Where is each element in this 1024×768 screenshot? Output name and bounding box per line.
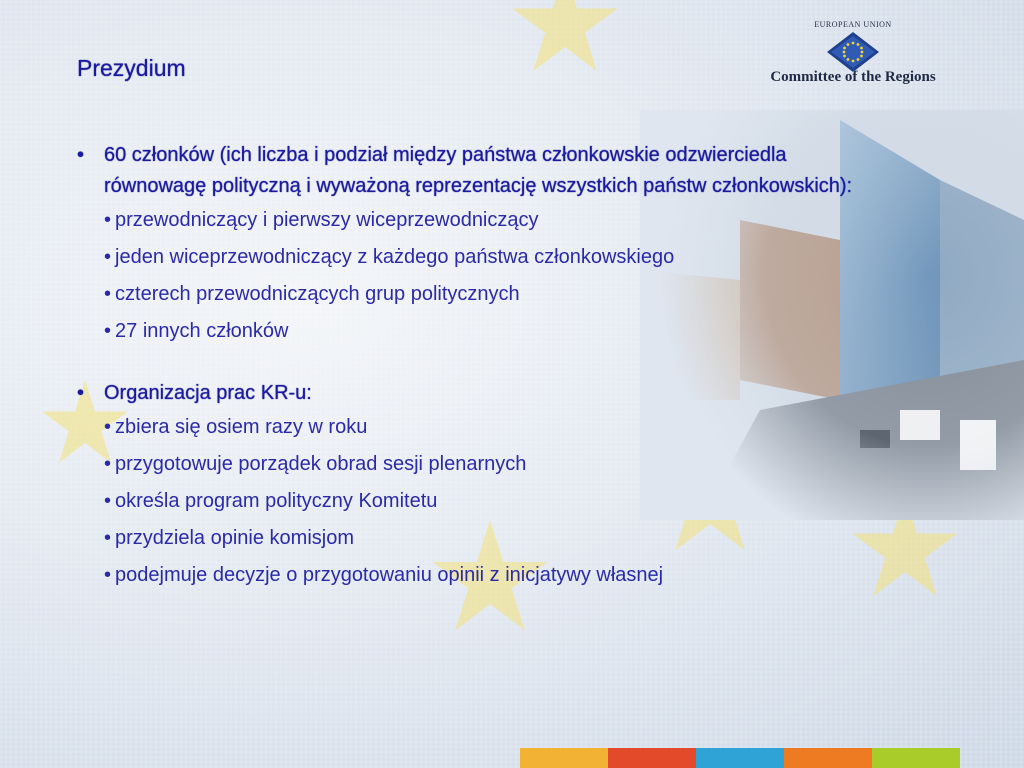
section-spacer <box>77 350 857 378</box>
sub-bullet: • <box>104 209 112 231</box>
list-item-text: przewodniczący i pierwszy wiceprzewodniczący <box>115 209 539 231</box>
list-item-text: przygotowuje porządek obrad sesji plenarnych <box>115 453 527 475</box>
sub-bullet: • <box>104 490 112 512</box>
sub-bullet: • <box>104 246 112 268</box>
footer-color-bar-1 <box>520 748 608 768</box>
footer-color-bar-2 <box>608 748 696 768</box>
list-item-text: podejmuje decyzje o przygotowaniu opinii z inicjatywy własnej <box>115 564 664 586</box>
section-heading-members <box>77 140 857 202</box>
section-heading-organization <box>77 378 857 409</box>
bullet-dot: • <box>77 382 85 404</box>
sub-bullet: • <box>104 527 112 549</box>
list-item-text: 27 innych członków <box>115 320 289 342</box>
footer-color-bar-3 <box>696 748 784 768</box>
list-item <box>77 557 857 594</box>
background-star-top <box>505 0 625 80</box>
list-item-text: przydziela opinie komisjom <box>115 527 354 549</box>
list-item <box>77 409 857 446</box>
eu-flag-icon <box>827 32 879 72</box>
list-item-text: określa program polityczny Komitetu <box>115 490 438 512</box>
footer-color-bar-4 <box>784 748 872 768</box>
list-item <box>77 483 857 520</box>
sub-bullet: • <box>104 564 112 586</box>
footer-color-bar-5 <box>872 748 960 768</box>
section-heading-text: Organizacja prac KR-u: <box>104 382 312 404</box>
list-item <box>77 446 857 483</box>
bullet-dot: • <box>77 144 85 166</box>
sub-bullet: • <box>104 416 112 438</box>
sub-bullet: • <box>104 453 112 475</box>
list-item-text: zbiera się osiem razy w roku <box>115 416 368 438</box>
list-item <box>77 520 857 557</box>
slide-title: Prezydium <box>77 55 186 81</box>
list-item-text: jeden wiceprzewodniczący z każdego państwa członkowskiego <box>115 246 675 268</box>
committee-of-the-regions-logo <box>755 18 951 98</box>
sub-bullet: • <box>104 320 112 342</box>
logo-name-text: Committee of the Regions <box>770 69 936 85</box>
list-item <box>77 202 857 239</box>
list-item <box>77 276 857 313</box>
list-item-text: czterech przewodniczących grup politycznych <box>115 283 520 305</box>
logo-eu-text: EUROPEAN UNION <box>814 20 892 29</box>
sub-bullet: • <box>104 283 112 305</box>
list-item <box>77 239 857 276</box>
list-item <box>77 313 857 350</box>
slide-content <box>77 140 857 594</box>
section-heading-text: 60 członków (ich liczba i podział między państwa członkowskie odzwierciedla równowagę polityczną i wyważoną reprezentację wszystkich państw członkowskich): <box>104 144 853 197</box>
